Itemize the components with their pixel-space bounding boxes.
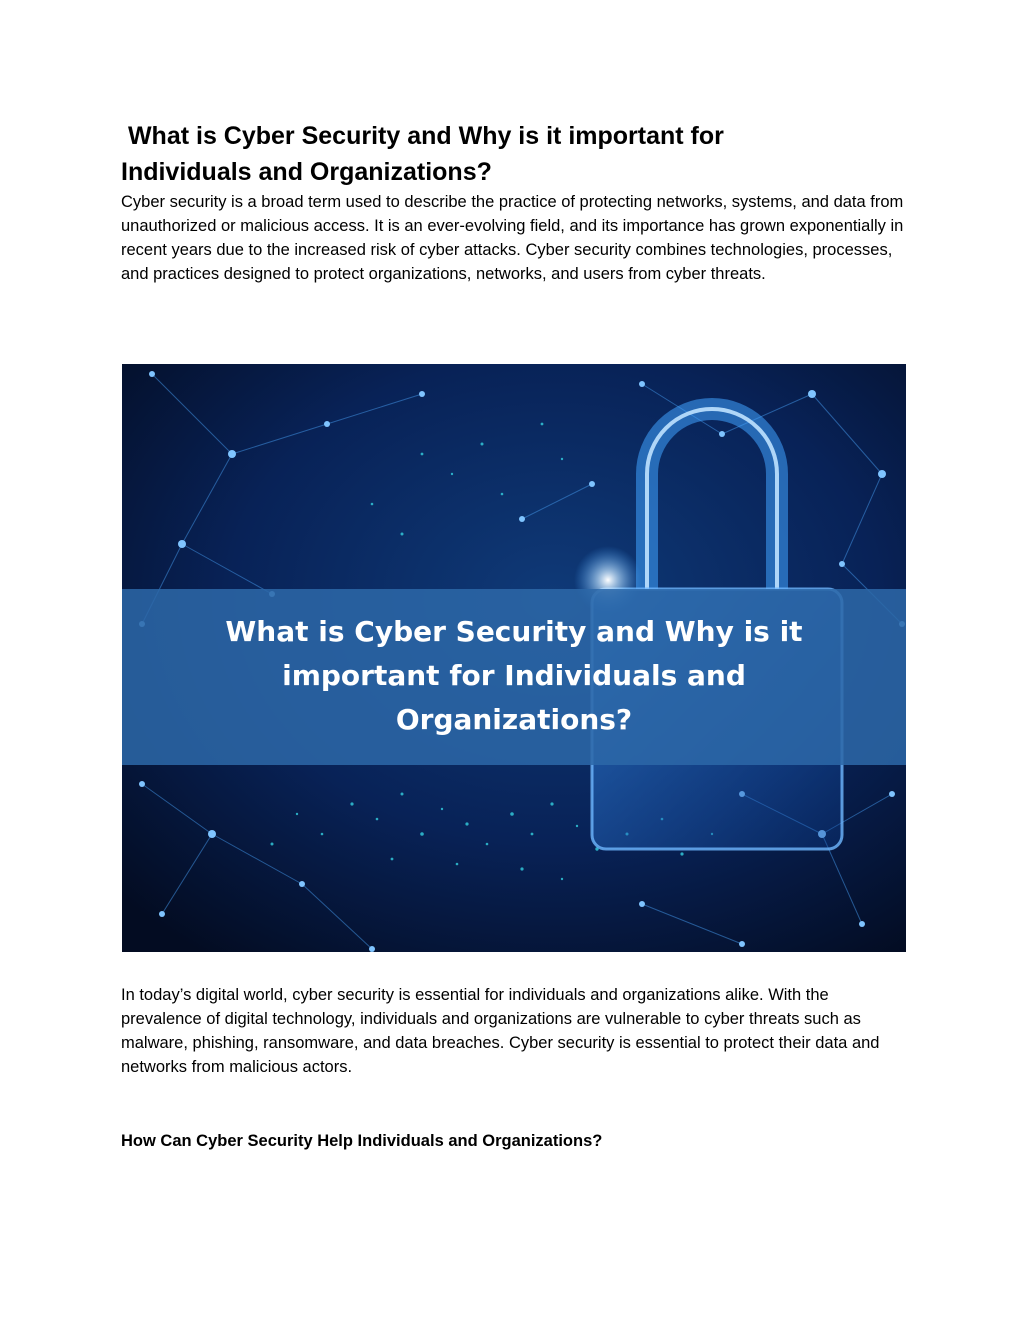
page-title: What is Cyber Security and Why is it important for Individuals and Organizations? <box>121 122 724 186</box>
body-paragraph: In today’s digital world, cyber security is essential for individuals and organizations alike. With the prevalence of digital technology, individuals and organizations are vulnerable to cyber threats such as malware, phishing, ransomware, and data breaches. Cyber security is essential to protect their data and networks from malicious actors. <box>121 986 880 1076</box>
banner-caption: What is Cyber Security and Why is it important for Individuals and Organizations? <box>225 615 803 736</box>
intro-paragraph: Cyber security is a broad term used to describe the practice of protecting networks, systems, and data from unauthorized or malicious access. It is an ever-evolving field, and its importance has grown exponentially in recent years due to the increased risk of cyber attacks. Cyber security combines technologies, processes, and practices designed to protect organizations, networks, and users from cyber threats. <box>121 193 904 283</box>
cyber-security-banner-image <box>122 364 906 952</box>
section-heading: How Can Cyber Security Help Individuals and Organizations? <box>121 1132 603 1150</box>
